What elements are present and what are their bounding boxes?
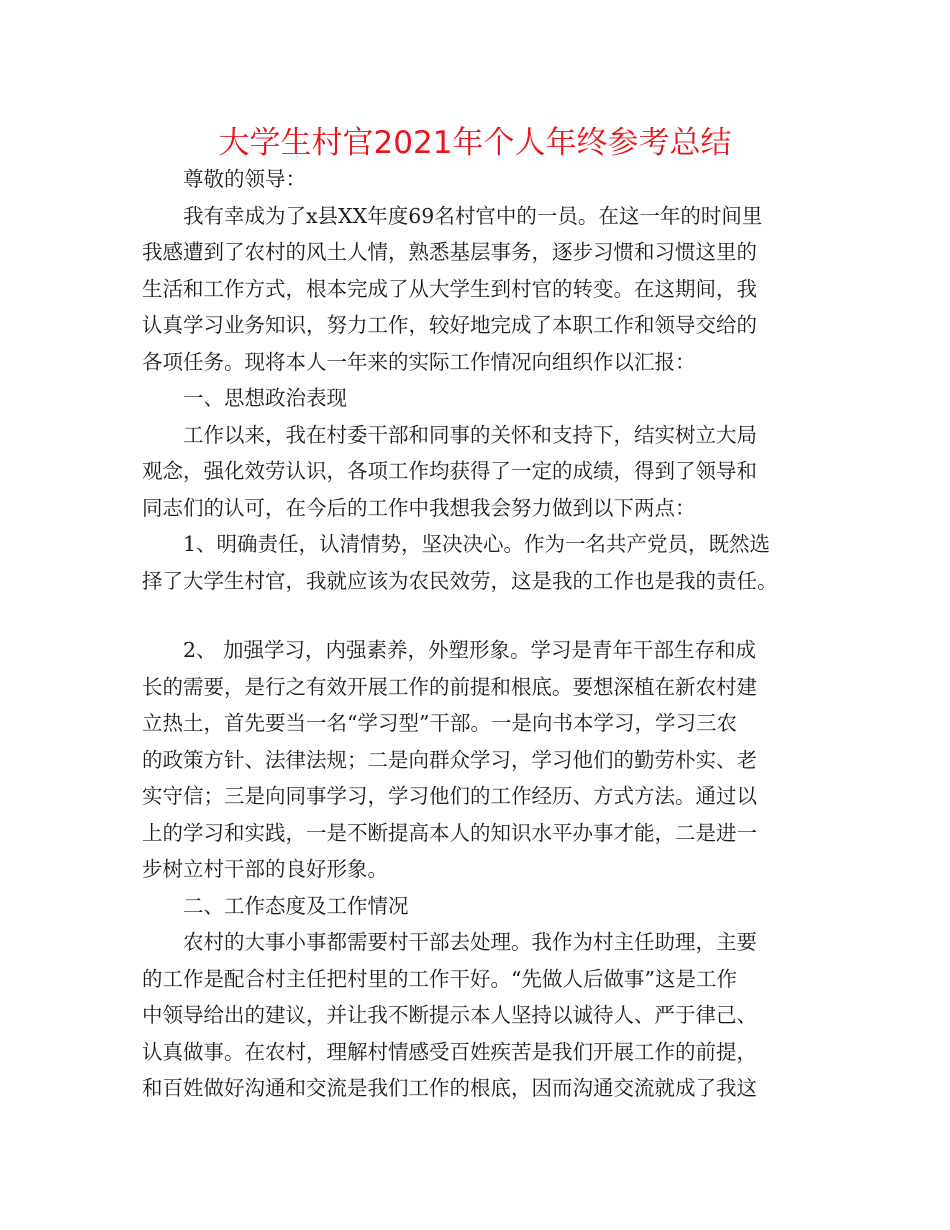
text-line: 步树立村干部的良好形象。 — [142, 857, 388, 881]
page-title: 大学生村官2021年个人年终参考总结 — [218, 125, 732, 161]
text-line: 实守信；三是向同事学习，学习他们的工作经历、方式方法。通过以 — [142, 784, 757, 808]
text-line: 我感遭到了农村的风土人情，熟悉基层事务，逐步习惯和习惯这里的 — [142, 240, 757, 264]
text-line: 的政策方针、法律法规；二是向群众学习，学习他们的勤劳朴实、老 — [142, 747, 757, 772]
text-line: 一、思想政治表现 — [183, 386, 347, 410]
text-line: 择了大学生村官，我就应该为农民效劳，这是我的工作也是我的责任。 — [142, 568, 778, 593]
paragraph-gap — [142, 599, 812, 632]
text-line: 农村的大事小事都需要村干部去处理。我作为村主任助理，主要 — [183, 930, 757, 954]
text-line: 工作以来，我在村委干部和同事的关怀和支持下，结实树立大局 — [183, 422, 757, 447]
text-line: 和百姓做好沟通和交流是我们工作的根底，因而沟通交流就成了我这 — [142, 1076, 757, 1100]
text-line: 立热土，首先要当一名“学习型”干部。一是向书本学习，学习三农 — [142, 711, 737, 735]
text-line: 尊敬的领导： — [183, 167, 306, 191]
text-line: 上的学习和实践，一是不断提高本人的知识水平办事才能，二是进一 — [142, 820, 757, 845]
document-body — [142, 161, 812, 1107]
text-line: 同志们的认可，在今后的工作中我想我会努力做到以下两点： — [142, 495, 696, 520]
text-line: 2、 加强学习，内强素养，外塑形象。学习是青年干部生存和成 — [183, 638, 757, 662]
text-line: 生活和工作方式，根本完成了从大学生到村官的转变。在这期间，我 — [142, 276, 757, 301]
text-line: 认真学习业务知识，努力工作，较好地完成了本职工作和领导交给的 — [142, 313, 757, 337]
text-line: 的工作是配合村主任把村里的工作干好。“先做人后做事”这是工作 — [142, 966, 737, 991]
text-line: 长的需要，是行之有效开展工作的前提和根底。要想深植在新农村建 — [142, 674, 757, 699]
text-line: 我有幸成为了x县XX年度69名村官中的一员。在这一年的时间里 — [183, 203, 763, 228]
text-line: 1、明确责任，认清情势，坚决决心。作为一名共产党员，既然选 — [183, 532, 771, 556]
text-line: 认真做事。在农村，理解村情感受百姓疾苦是我们开展工作的前提， — [142, 1039, 757, 1064]
text-line: 中领导给出的建议，并让我不断提示本人坚持以诚待人、严于律己、 — [142, 1003, 757, 1027]
text-line: 观念，强化效劳认识，各项工作均获得了一定的成绩，得到了领导和 — [142, 459, 757, 483]
text-line: 各项任务。现将本人一年来的实际工作情况向组织作以汇报： — [142, 349, 696, 374]
text-line: 二、工作态度及工作情况 — [183, 893, 409, 918]
